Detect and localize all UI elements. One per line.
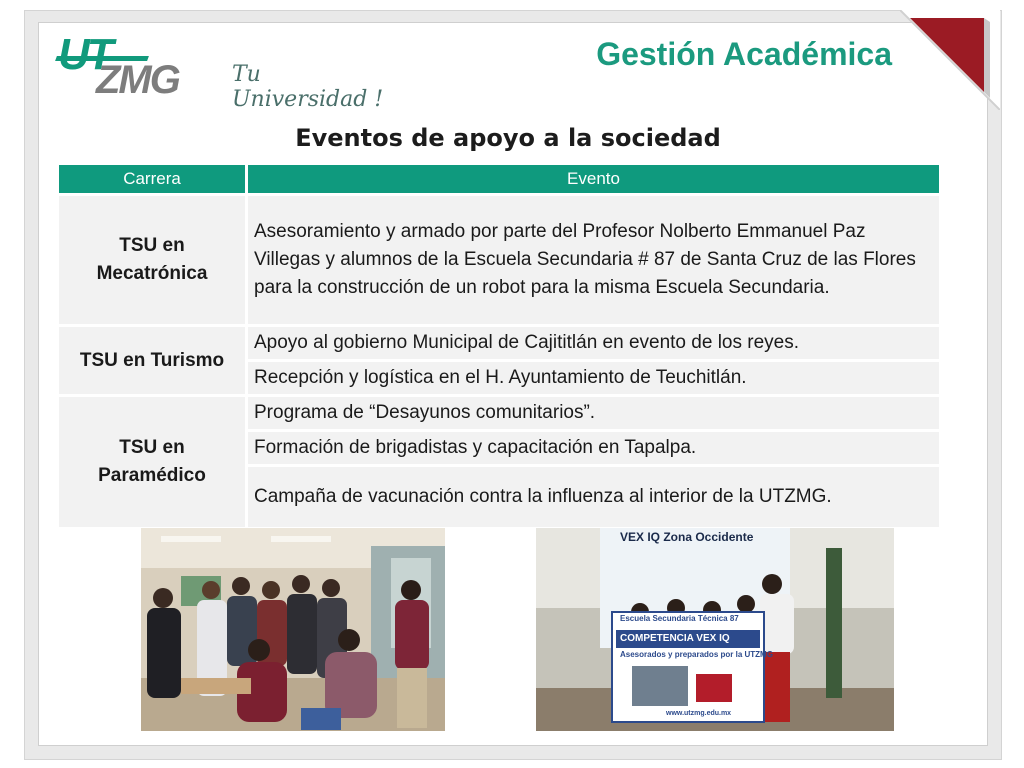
- section-title: Eventos de apoyo a la sociedad: [295, 124, 721, 152]
- header-carrera: Carrera: [59, 165, 245, 193]
- vex-sign-school: Escuela Secundaria Técnica 87: [620, 614, 739, 623]
- vex-sign-url: www.utzmg.edu.mx: [666, 710, 732, 717]
- evento-cell: Apoyo al gobierno Municipal de Cajititlán en evento de los reyes.: [248, 327, 939, 359]
- logo-ut-text: UT: [58, 30, 111, 79]
- vex-iq-photo-illustration: [536, 528, 894, 731]
- carrera-cell: TSU en Turismo: [59, 327, 245, 394]
- page-title: Gestión Académica: [596, 36, 892, 72]
- evento-cell: Recepción y logística en el H. Ayuntamiento de Teuchitlán.: [248, 362, 939, 394]
- vex-sign-title: COMPETENCIA VEX IQ: [620, 633, 730, 644]
- vex-banner-text: VEX IQ Zona Occidente: [620, 530, 754, 544]
- table-row: [59, 327, 939, 359]
- header-evento: Evento: [248, 165, 939, 193]
- group-photo-illustration: [141, 528, 445, 731]
- events-table: [56, 162, 942, 530]
- carrera-cell: TSU en Mecatrónica: [59, 196, 245, 324]
- table-row: [59, 196, 939, 324]
- vex-iq-photo: [536, 528, 894, 731]
- evento-cell: Campaña de vacunación contra la influenza al interior de la UTZMG.: [248, 467, 939, 527]
- utzmg-logo: [56, 30, 396, 110]
- evento-cell: Formación de brigadistas y capacitación en Tapalpa.: [248, 432, 939, 464]
- table-header-row: [59, 165, 939, 193]
- evento-cell: Programa de “Desayunos comunitarios”.: [248, 397, 939, 429]
- corner-fold-decoration: [900, 10, 1000, 110]
- vex-sign-subtitle: Asesorados y preparados por la UTZMG: [620, 650, 773, 659]
- logo-zmg-text: ZMG: [96, 58, 179, 102]
- logo-slogan: Tu Universidad !: [232, 62, 384, 112]
- table-row: [59, 397, 939, 429]
- carrera-cell: TSU en Paramédico: [59, 397, 245, 527]
- group-photo: [141, 528, 445, 731]
- evento-cell: Asesoramiento y armado por parte del Profesor Nolberto Emmanuel Paz Villegas y alumnos de la Escuela Secundaria # 87 de Santa Cruz de las Flores para la construcción de un robot para la misma Escuela Secundaria.: [248, 196, 939, 324]
